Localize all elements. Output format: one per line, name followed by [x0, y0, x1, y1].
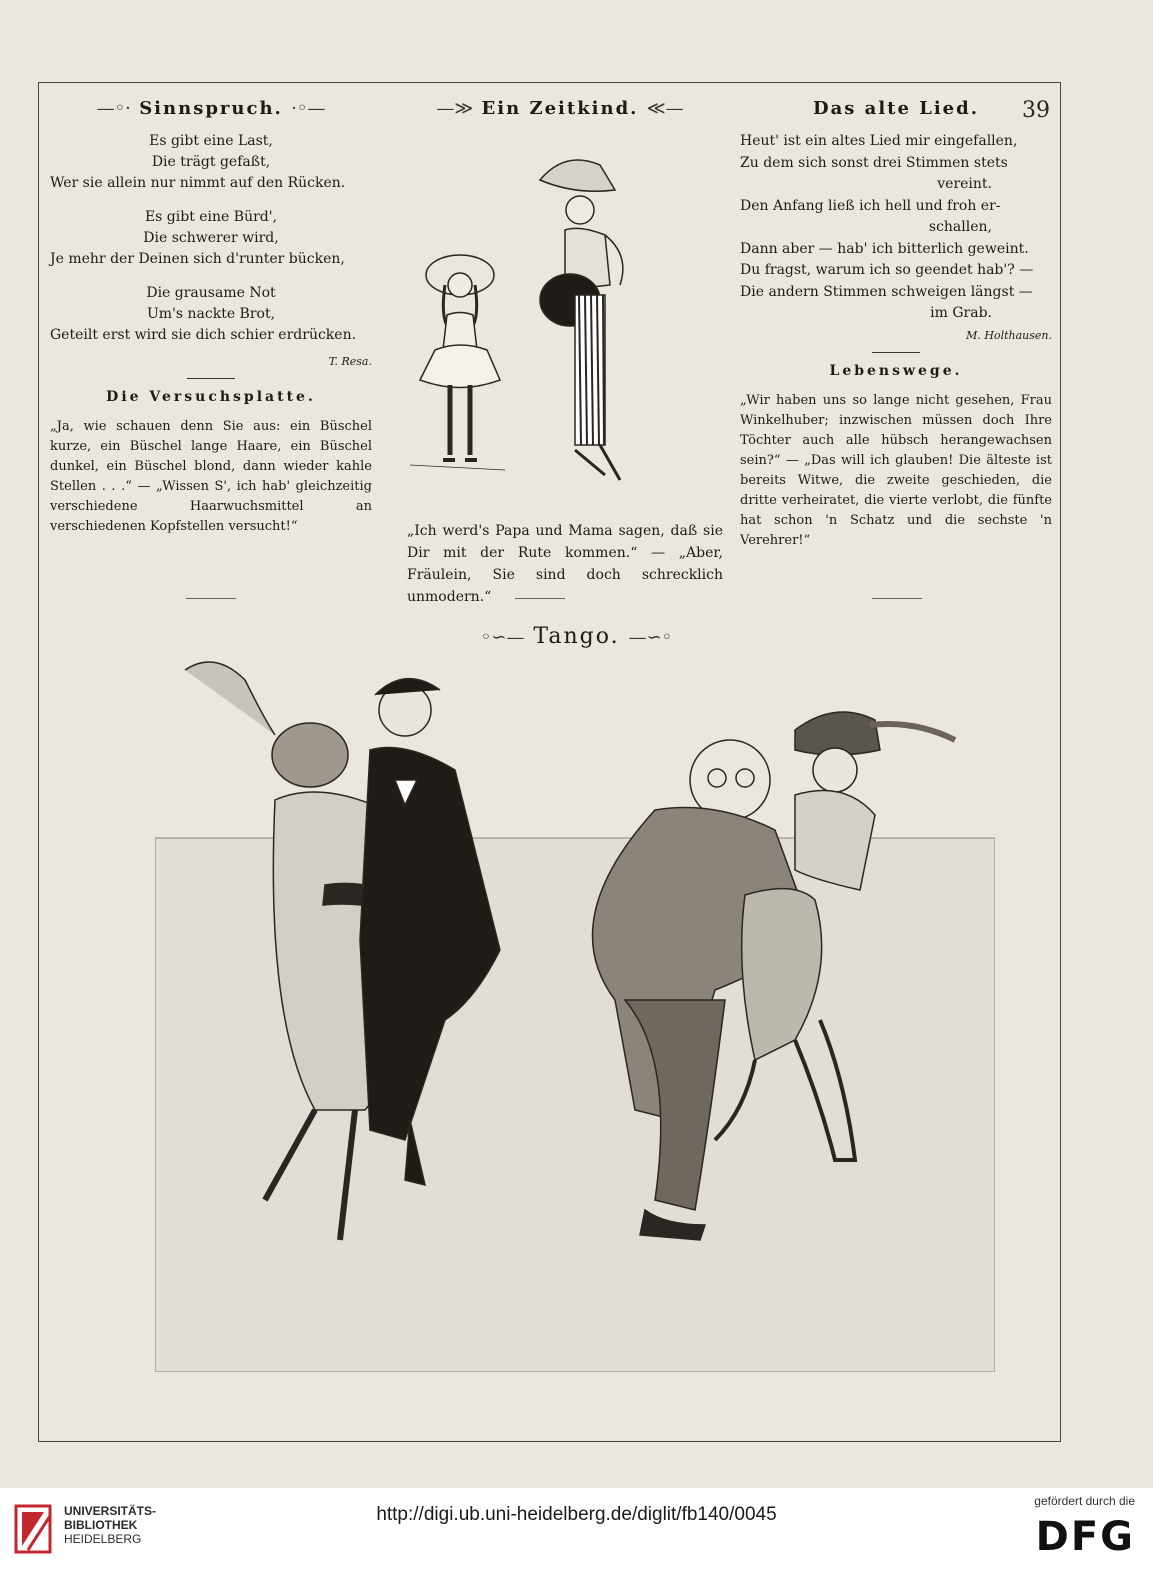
girl-figure	[410, 255, 505, 470]
column-end-rule	[872, 598, 922, 599]
poem-line: im Grab.	[930, 305, 992, 321]
middle-column	[395, 98, 725, 605]
sinnspruch-author: T. Resa.	[328, 355, 372, 368]
lebenswege-text: „Wir haben uns so lange nicht gesehen, Frau Winkelhuber; inzwischen müssen doch Ihre Töchter auch alle hübsch herangewachsen sein?“ — „Das will ich glauben! Die älteste ist bereits Witwe, die zweite geschieden, die dritte verheiratet, die vierte verlobt, die fünfte hat schon 'n Schatz und die sechste 'n Verehrer!“	[740, 392, 1052, 548]
poem-line: Den Anfang ließ ich hell und froh er-	[740, 197, 1001, 214]
sinnspruch-title-text: Sinnspruch.	[139, 98, 283, 119]
poem-line: Die schwerer wird,	[143, 230, 279, 246]
right-column	[740, 98, 1052, 551]
sinnspruch-poem	[50, 131, 372, 346]
tango-title-text: Tango.	[533, 624, 620, 649]
zeitkind-illustration	[405, 135, 725, 510]
digitization-footer	[0, 1488, 1153, 1569]
title-ornament-left: —≫	[436, 98, 474, 119]
poem-line: Die grausame Not	[146, 285, 276, 301]
title-ornament-right: ≪—	[646, 98, 684, 119]
alte-lied-title	[740, 98, 1052, 119]
zeitkind-caption: „Ich werd's Papa und Mama sagen, daß sie Dir mit der Rute kommen.“ — „Aber, Fräulein, Sie sind doch schrecklich unmodern.“	[407, 523, 723, 605]
library-name-line: UNIVERSITÄTS-	[64, 1504, 157, 1518]
poem-stanza	[50, 283, 372, 346]
poem-line: Geteilt erst wird sie dich schier erdrücken.	[50, 327, 357, 343]
alte-lied-poem	[740, 131, 1052, 325]
source-url[interactable]: http://digi.ub.uni-heidelberg.de/diglit/fb140/0045	[376, 1504, 777, 1525]
section-separator	[872, 352, 920, 353]
column-end-rule	[186, 598, 236, 599]
poem-line: Heut' ist ein altes Lied mir eingefallen,	[740, 133, 1018, 149]
poem-line: schallen,	[928, 219, 992, 235]
poem-line: Die trägt gefaßt,	[151, 154, 271, 170]
versuchsplatte-title: Die Versuchsplatte.	[106, 389, 316, 405]
sinnspruch-title	[50, 98, 372, 119]
alte-lied-title-text: Das alte Lied.	[812, 98, 979, 119]
poem-line: Dann aber — hab' ich bitterlich geweint.	[740, 240, 1029, 257]
poem-line: Je mehr der Deinen sich d'runter bücken,	[50, 251, 345, 267]
poem-line: Du fragst, warum ich so geendet hab'? —	[740, 262, 1034, 278]
poem-line: Wer sie allein nur nimmt auf den Rücken.	[50, 175, 346, 191]
section-separator	[187, 378, 235, 379]
zeitkind-title-text: Ein Zeitkind.	[481, 98, 639, 119]
poem-stanza	[50, 131, 372, 194]
poem-line: vereint.	[937, 176, 992, 192]
poem-line: Es gibt eine Bürd',	[144, 209, 278, 225]
library-name-line: BIBLIOTHEK	[64, 1518, 138, 1532]
dfg-logo: DFG	[1035, 1514, 1135, 1560]
title-ornament-right: ·◦—	[291, 98, 326, 119]
column-end-rule	[515, 598, 565, 599]
tango-illustration	[155, 640, 995, 1372]
poem-line: Die andern Stimmen schweigen längst —	[740, 283, 1033, 300]
poem-line: Um's nackte Brot,	[146, 306, 276, 322]
versuchsplatte-text: „Ja, wie schauen denn Sie aus: ein Büschel kurze, ein Büschel lange Haare, ein Büschel dunkel, ein Büschel blond, dann wieder kahle Stellen . . .“ — „Wissen S', ich hab' gleichzeitig verschiedene Haarwuchsmittel an verschiedenen Kopfstellen versucht!“	[50, 419, 372, 534]
title-flourish-left: ◦∽—	[480, 627, 525, 648]
lady-figure	[540, 160, 623, 480]
title-flourish-right: —∽◦	[628, 627, 673, 648]
library-name-line: HEIDELBERG	[64, 1532, 142, 1546]
poem-line: Es gibt eine Last,	[149, 133, 273, 149]
title-ornament-left: —◦·	[96, 98, 131, 119]
lebenswege-title: Lebenswege.	[829, 362, 963, 379]
alte-lied-author: M. Holthausen.	[966, 328, 1052, 342]
poem-line: Zu dem sich sonst drei Stimmen stets	[740, 154, 1008, 171]
left-column	[50, 98, 372, 537]
funding-note: gefördert durch die	[1034, 1494, 1135, 1508]
page-number: 39	[1022, 98, 1050, 123]
zeitkind-title	[395, 98, 725, 119]
poem-stanza	[50, 207, 372, 270]
